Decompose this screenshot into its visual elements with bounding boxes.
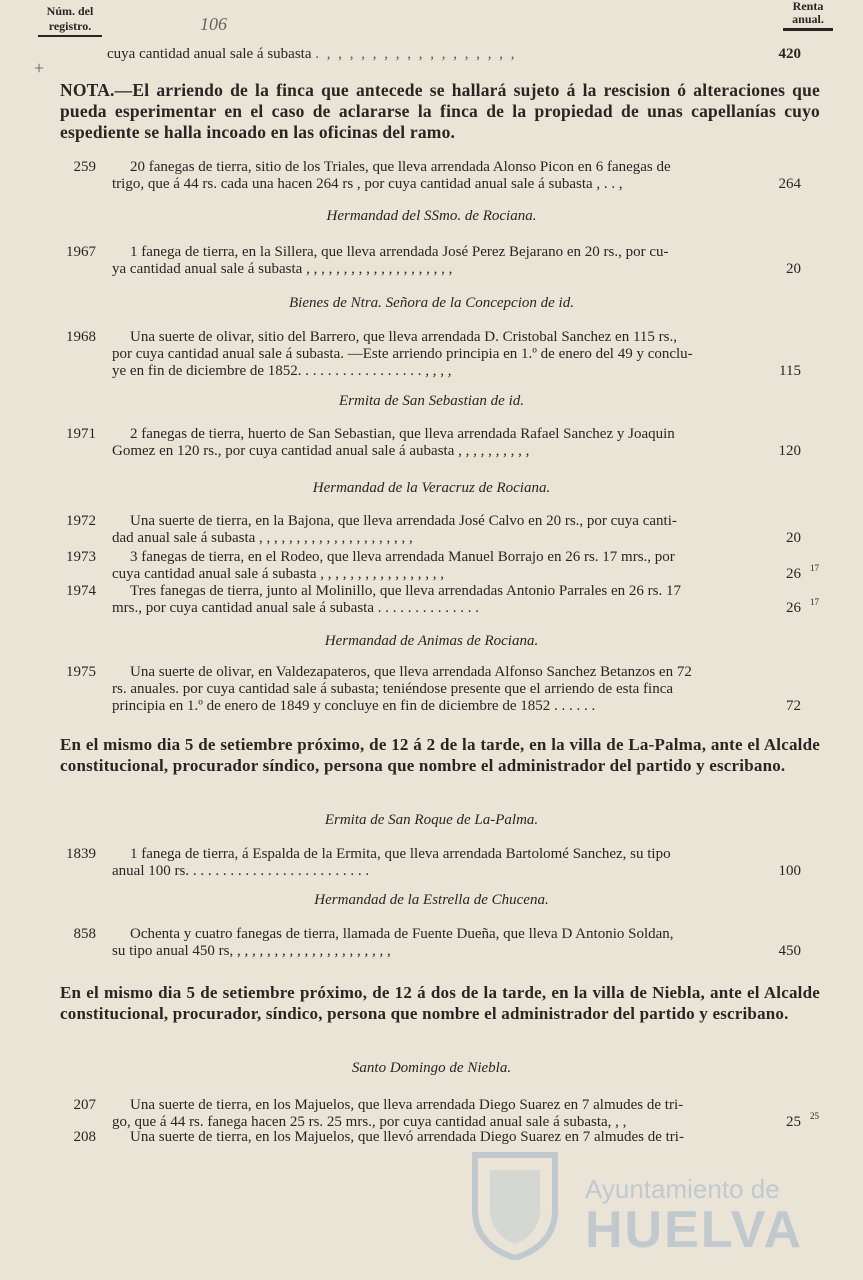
rent-amount: 100 <box>778 863 801 879</box>
rent-amount: 20 <box>786 530 801 546</box>
registry-number: 207 <box>73 1097 96 1113</box>
registry-number: 208 <box>73 1129 96 1145</box>
entry-text-line: go, que á 44 rs. fanega hacen 25 rs. 25 mrs., por cuya cantidad anual sale á subasta, , , <box>112 1114 627 1130</box>
rent-amount: 26 <box>786 566 801 582</box>
entry-text-line: Tres fanegas de tierra, junto al Molinillo, que lleva arrendadas Antonio Parrales en 26 rs. 17 <box>130 583 681 599</box>
header-registry-line2: registro. <box>48 19 92 33</box>
margin-mark: + <box>34 58 45 78</box>
handwritten-note: 106 <box>200 14 227 34</box>
registry-number: 1971 <box>66 426 96 442</box>
header-rent-line1: Renta <box>792 0 824 13</box>
continuation-amount: 420 <box>778 46 801 62</box>
entry-text-line: dad anual sale á subasta , , , , , , , , , , , , , , , , , , , , , <box>112 530 413 546</box>
registry-number: 1973 <box>66 549 96 565</box>
registry-number: 858 <box>73 926 96 942</box>
registry-number: 1975 <box>66 664 96 680</box>
entry-text-line: Una suerte de olivar, sitio del Barrero, que lleva arrendada D. Cristobal Sanchez en 115 rs., <box>130 329 677 345</box>
entry-text-line: Ochenta y cuatro fanegas de tierra, llamada de Fuente Dueña, que lleva D Antonio Soldan, <box>130 926 674 942</box>
header-rent-line2: anual. <box>792 12 824 26</box>
registry-number: 1967 <box>66 244 96 260</box>
entry-text-line: 2 fanegas de tierra, huerto de San Sebastian, que lleva arrendada Rafael Sanchez y Joaquin <box>130 426 675 442</box>
entry-text-line: 3 fanegas de tierra, en el Rodeo, que lleva arrendada Manuel Borrajo en 26 rs. 17 mrs., por <box>130 549 675 565</box>
continuation-leaders: . , , , , , , , , , , , , , , , , , <box>315 46 517 62</box>
rent-amount: 264 <box>778 176 801 192</box>
nota-paragraph: NOTA.—El arriendo de la finca que antecede se hallará sujeto á la rescision ó alteraciones que pueda esperimentar en el caso de aclararse la finca de la propiedad de unas capellanías cuyo espediente se halla incoado en las oficinas del ramo. <box>60 80 820 142</box>
entry-text-line: cuya cantidad anual sale á subasta , , , , , , , , , , , , , , , , , <box>112 566 444 582</box>
entry-text-line: Gomez en 120 rs., por cuya cantidad anual sale á aubasta , , , , , , , , , , <box>112 443 530 459</box>
entry-text-line: Una suerte de olivar, en Valdezapateros, que lleva arrendada Alfonso Sanchez Betanzos en 72 <box>130 664 692 680</box>
watermark-line2: HUELVA <box>585 1201 804 1259</box>
header-rule <box>38 35 102 37</box>
entry-text-line: rs. anuales. por cuya cantidad sale á subasta; teniéndose presente que el arriendo de esta finca <box>112 681 674 697</box>
entry-text-line: por cuya cantidad anual sale á subasta. —Este arriendo principia en 1.º de enero del 49 y conclu- <box>112 346 693 362</box>
section-heading: Bienes de Ntra. Señora de la Concepcion de id. <box>289 295 574 311</box>
rent-amount-fraction: 17 <box>810 563 819 573</box>
entry-text-line: 20 fanegas de tierra, sitio de los Triales, que lleva arrendada Alonso Picon en 6 fanegas de <box>130 159 671 175</box>
rent-amount-fraction: 25 <box>810 1111 819 1121</box>
section-heading: Santo Domingo de Niebla. <box>351 1060 512 1076</box>
entry-text-line: su tipo anual 450 rs, , , , , , , , , , , , , , , , , , , , , , <box>112 943 391 959</box>
rent-amount: 26 <box>786 600 801 616</box>
entry-text-line: ye en fin de diciembre de 1852. . . . . . . . . . . . . . . . . , , , , <box>112 363 452 379</box>
registry-number: 1974 <box>66 583 96 599</box>
entry-text-line: 1 fanega de tierra, en la Sillera, que lleva arrendada José Perez Bejarano en 20 rs., por cu- <box>130 244 669 260</box>
entry-text-line: ya cantidad anual sale á subasta , , , , , , , , , , , , , , , , , , , , <box>112 261 453 277</box>
registry-number: 1972 <box>66 513 96 529</box>
entry-text-line: trigo, que á 44 rs. cada una hacen 264 rs , por cuya cantidad anual sale á subasta , . . , <box>112 176 623 192</box>
rent-amount-fraction: 17 <box>810 597 819 607</box>
continuation-line <box>107 45 517 63</box>
shield-logo-icon <box>460 1150 570 1260</box>
rent-amount: 115 <box>779 363 801 379</box>
entry-text-line: 1 fanega de tierra, á Espalda de la Ermita, que lleva arrendada Bartolomé Sanchez, su tipo <box>130 846 671 862</box>
registry-number: 1968 <box>66 329 96 345</box>
continuation-text: cuya cantidad anual sale á subasta <box>107 46 312 62</box>
lapalma-announcement: En el mismo dia 5 de setiembre próximo, de 12 á 2 de la tarde, en la villa de La-Palma, ante el Alcalde constitucional, procurador síndico, persona que nombre el administrador del partido y escribano. <box>60 735 820 775</box>
entry-text-line: anual 100 rs. . . . . . . . . . . . . . . . . . . . . . . . . <box>112 863 370 879</box>
rent-amount: 72 <box>786 698 801 714</box>
header-registry-column <box>38 4 102 37</box>
watermark-line1: Ayuntamiento de <box>585 1174 780 1204</box>
rent-amount: 25 <box>786 1114 801 1130</box>
header-rule <box>783 28 833 31</box>
registry-number: 1839 <box>66 846 96 862</box>
rent-amount: 20 <box>786 261 801 277</box>
header-registry-line1: Núm. del <box>46 4 94 18</box>
entry-text-line: Una suerte de tierra, en los Majuelos, que llevó arrendada Diego Suarez en 7 almudes de tri- <box>130 1129 684 1145</box>
niebla-announcement: En el mismo dia 5 de setiembre próximo, de 12 á dos de la tarde, en la villa de Niebla, ante el Alcalde constitucional, procurador, síndico, persona que nombre el administrador del partido y escribano. <box>60 983 820 1023</box>
rent-amount: 450 <box>778 943 801 959</box>
rent-amount: 120 <box>778 443 801 459</box>
registry-number: 259 <box>73 159 96 175</box>
archive-watermark <box>460 1150 810 1260</box>
section-heading: Hermandad del SSmo. de Rociana. <box>326 208 537 224</box>
section-heading: Ermita de San Roque de La-Palma. <box>324 812 539 828</box>
section-heading: Ermita de San Sebastian de id. <box>339 393 524 409</box>
entry-text-line: Una suerte de tierra, en los Majuelos, que lleva arrendada Diego Suarez en 7 almudes de tri- <box>130 1097 684 1113</box>
section-heading: Hermandad de la Veracruz de Rociana. <box>312 480 551 496</box>
header-rent-column <box>783 0 833 31</box>
section-heading: Hermandad de la Estrella de Chucena. <box>314 892 549 908</box>
entry-text-line: Una suerte de tierra, en la Bajona, que lleva arrendada José Calvo en 20 rs., por cuya canti- <box>130 513 677 529</box>
entry-text-line: mrs., por cuya cantidad anual sale á subasta . . . . . . . . . . . . . . <box>112 600 479 616</box>
section-heading: Hermandad de Animas de Rociana. <box>324 633 539 649</box>
entry-text-line: principia en 1.º de enero de 1849 y concluye en fin de diciembre de 1852 . . . . . . <box>112 698 596 714</box>
